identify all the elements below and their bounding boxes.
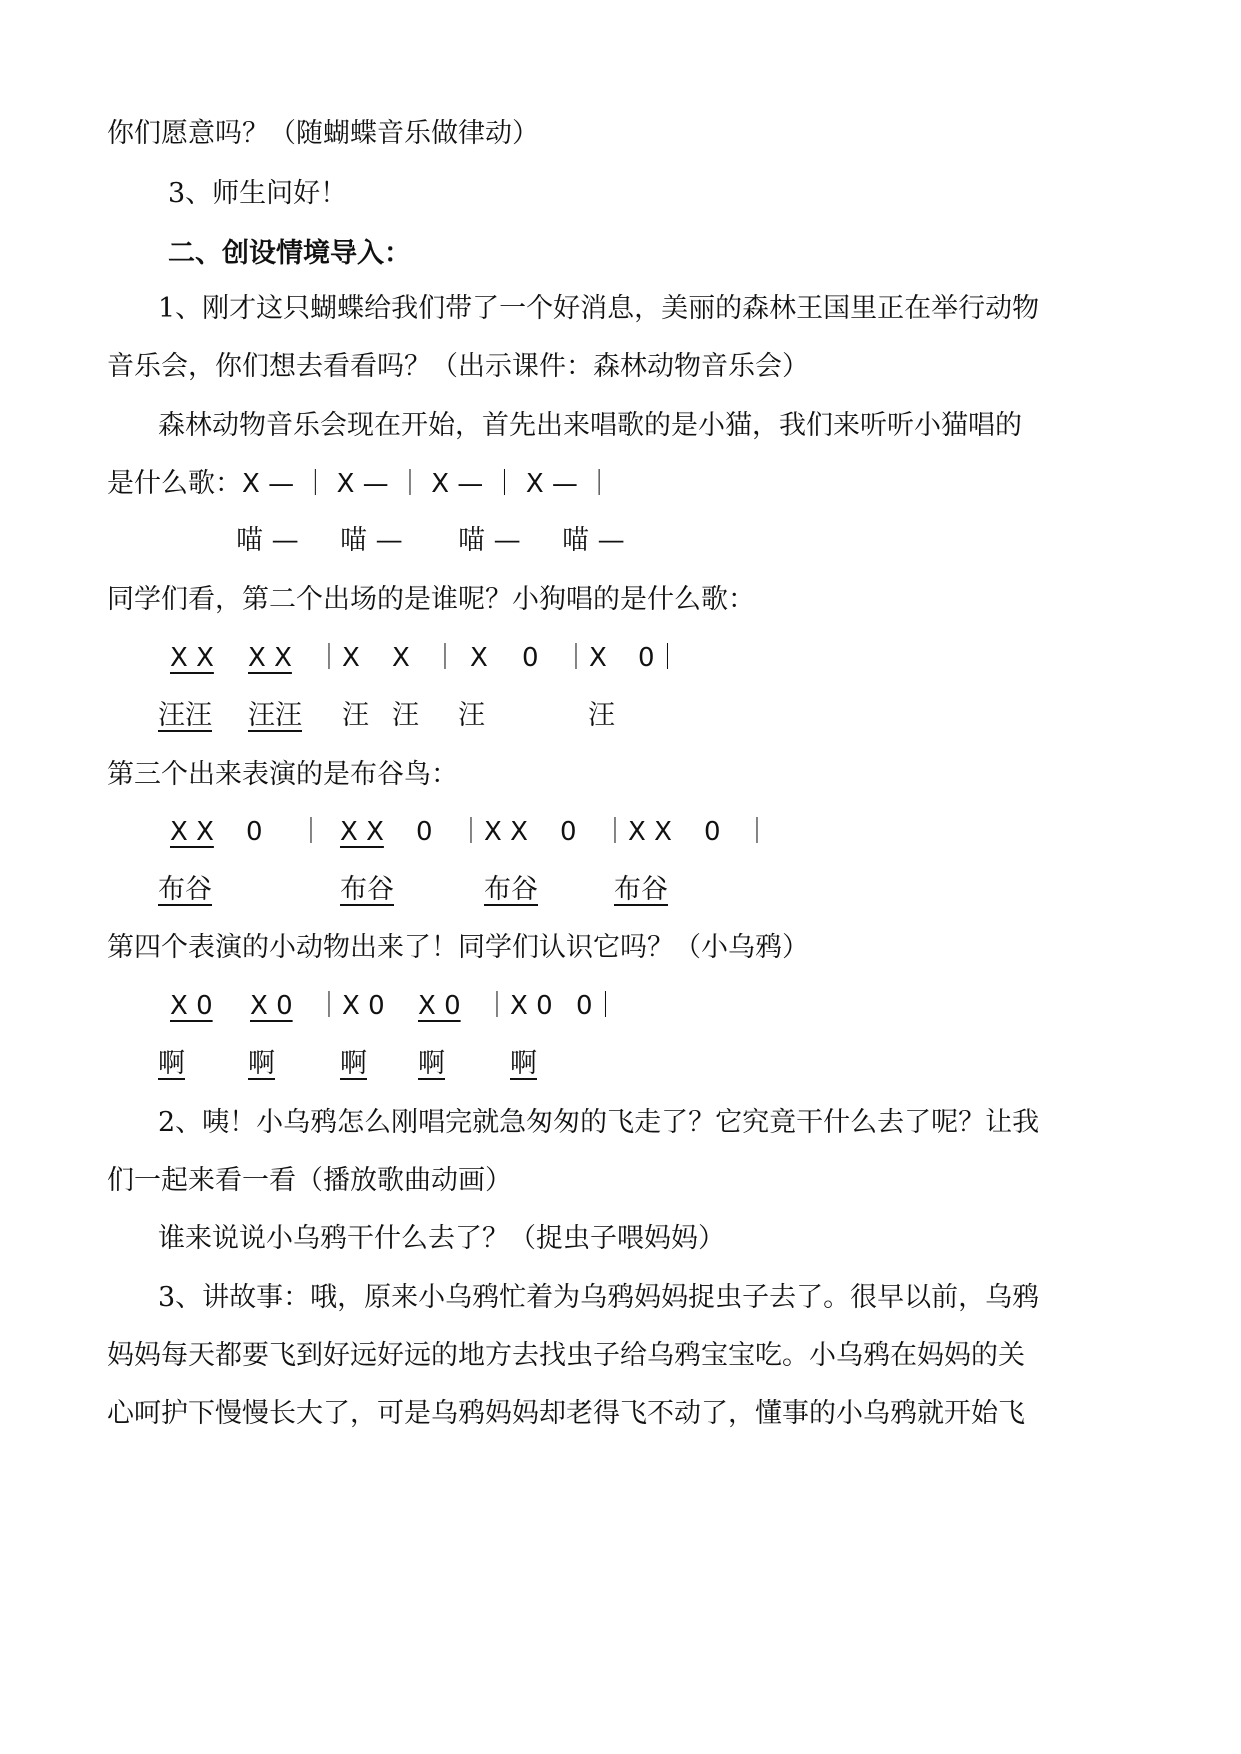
paragraph-cat-line2 <box>107 464 612 504</box>
paragraph-cuckoo-intro: 第三个出来表演的是布谷鸟： <box>107 759 458 790</box>
cuckoo-lyric: 布谷 <box>158 874 212 905</box>
paragraph-story-line1: 3、讲故事：哦，原来小乌鸦忙着为乌鸦妈妈捉虫子去了。很早以前，乌鸦 <box>158 1282 1040 1313</box>
crow-lyric: 啊 <box>510 1048 537 1079</box>
cuckoo-lyric: 布谷 <box>340 874 394 905</box>
cuckoo-rhythm-note: 0 <box>560 817 577 847</box>
dog-rhythm-note: X X <box>170 643 214 673</box>
paragraph-story-line2: 妈妈每天都要飞到好远好远的地方去找虫子给乌鸦宝宝吃。小乌鸦在妈妈的关 <box>107 1340 1025 1371</box>
crow-lyric: 啊 <box>158 1048 185 1079</box>
dog-rhythm-bar: ｜ <box>432 643 459 673</box>
crow-rhythm-note: X 0 <box>170 991 213 1021</box>
paragraph-crow-intro: 第四个表演的小动物出来了！同学们认识它吗？（小乌鸦） <box>107 932 809 963</box>
crow-rhythm-note: ｜X 0 <box>316 991 385 1021</box>
cuckoo-lyric: 布谷 <box>614 874 668 905</box>
paragraph-cat-line1: 森林动物音乐会现在开始，首先出来唱歌的是小猫，我们来听听小猫唱的 <box>158 410 1022 441</box>
cuckoo-rhythm-note: 0 <box>416 817 433 847</box>
paragraph-step2-line2: 们一起来看一看（播放歌曲动画） <box>107 1165 512 1196</box>
dog-lyric: 汪 <box>588 700 615 731</box>
cat-lyric: 喵 — <box>340 525 403 556</box>
paragraph-dog-intro: 同学们看，第二个出场的是谁呢？小狗唱的是什么歌： <box>107 584 755 615</box>
cuckoo-rhythm-note: X X <box>170 817 214 847</box>
crow-lyric: 啊 <box>248 1048 275 1079</box>
cuckoo-rhythm-note: 0 <box>704 817 721 847</box>
cat-lyric: 喵 — <box>236 525 299 556</box>
cuckoo-rhythm-note: ｜X X <box>458 817 528 847</box>
cuckoo-lyric: 布谷 <box>484 874 538 905</box>
section-heading: 二、创设情境导入： <box>168 238 411 269</box>
cuckoo-rhythm-note: X X <box>340 817 384 847</box>
dog-rhythm-note: 0｜ <box>638 643 681 673</box>
dog-lyric: 汪汪 <box>158 700 212 731</box>
dog-lyric: 汪汪 <box>248 700 302 731</box>
crow-rhythm-note: X 0 <box>418 991 461 1021</box>
cat-lyric: 喵 — <box>458 525 521 556</box>
paragraph-step1-line1: 1、刚才这只蝴蝶给我们带了一个好消息，美丽的森林王国里正在举行动物 <box>158 293 1040 324</box>
cuckoo-rhythm-bar: ｜ <box>744 817 771 847</box>
paragraph-step2-line1: 2、咦！小乌鸦怎么刚唱完就急匆匆的飞走了？它究竟干什么去了呢？让我 <box>158 1107 1040 1138</box>
dog-rhythm-note: ｜X <box>563 643 607 673</box>
dog-rhythm-note: X <box>470 643 488 673</box>
step-greeting: 3、师生问好！ <box>168 178 348 209</box>
dog-rhythm-note: 0 <box>522 643 539 673</box>
crow-rhythm-note: ｜X 0 <box>484 991 553 1021</box>
crow-lyric: 啊 <box>418 1048 445 1079</box>
crow-lyric: 啊 <box>340 1048 367 1079</box>
paragraph-step1-line2: 音乐会，你们想去看看吗？（出示课件：森林动物音乐会） <box>107 351 809 382</box>
cuckoo-rhythm-note: 0 <box>246 817 263 847</box>
cat-lyric: 喵 — <box>562 525 625 556</box>
cuckoo-rhythm-bar: ｜ <box>298 817 325 847</box>
crow-rhythm-note: X 0 <box>250 991 293 1021</box>
dog-lyric: 汪 <box>342 700 369 731</box>
cat-rhythm: X — ｜ X — ｜ X — ｜ X — ｜ <box>242 469 613 499</box>
paragraph-intro-end: 你们愿意吗？（随蝴蝶音乐做律动） <box>107 118 539 149</box>
paragraph-question: 谁来说说小乌鸦干什么去了？（捉虫子喂妈妈） <box>158 1223 725 1254</box>
crow-rhythm-note: 0｜ <box>576 991 619 1021</box>
dog-lyric: 汪 <box>458 700 485 731</box>
dog-rhythm-note: X X <box>248 643 292 673</box>
paragraph-story-line3: 心呵护下慢慢长大了，可是乌鸦妈妈却老得飞不动了，懂事的小乌鸦就开始飞 <box>107 1398 1025 1429</box>
cuckoo-rhythm-note: ｜X X <box>602 817 672 847</box>
dog-rhythm-note: X <box>392 643 410 673</box>
dog-rhythm-note: ｜X <box>316 643 360 673</box>
cat-intro-prefix: 是什么歌： <box>107 468 242 499</box>
dog-lyric: 汪 <box>392 700 419 731</box>
